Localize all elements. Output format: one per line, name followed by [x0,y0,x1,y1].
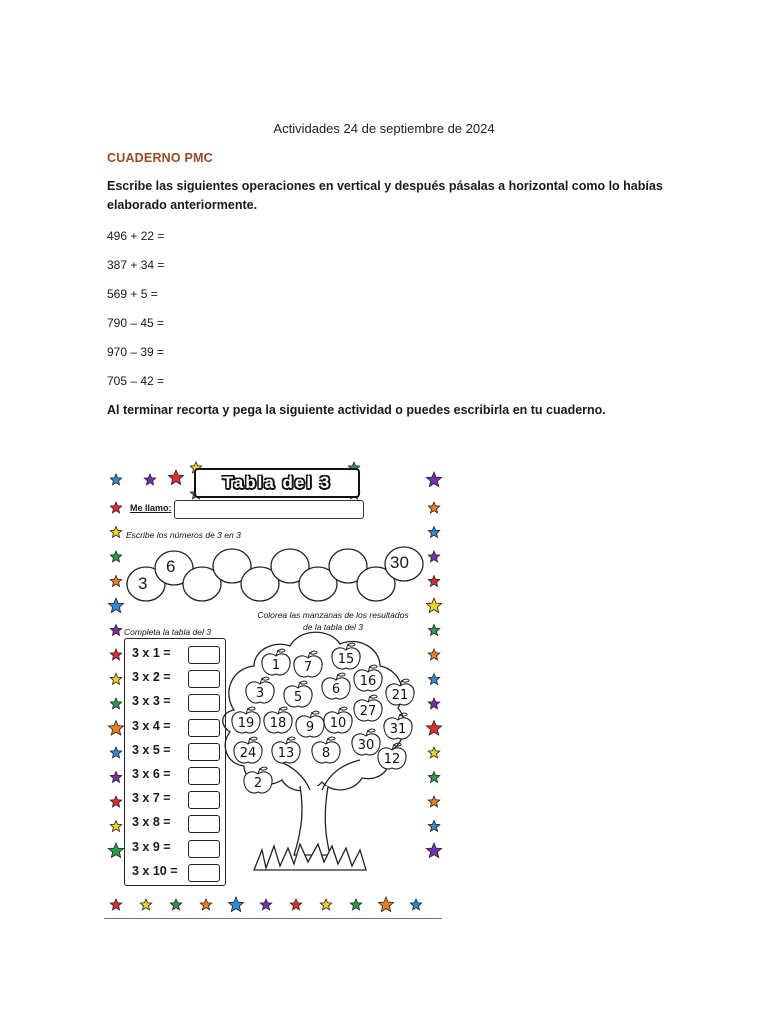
color-instruction-line-1: Colorea las manzanas de los resultados [257,610,409,620]
star-icon [110,796,121,807]
table-row-label: 3 x 6 = [132,767,171,781]
star-icon [428,674,439,685]
color-instruction-line-2: de la tabla del 3 [302,622,364,632]
table-row-label: 3 x 7 = [132,791,171,806]
operation-3: 569 + 5 = [107,287,158,301]
star-icon [110,625,121,636]
star-icon [426,721,441,736]
star-icon [426,843,441,858]
apple-number: 16 [359,674,377,689]
star-icon [110,747,121,758]
name-field[interactable] [174,500,364,519]
apple-number: 5 [293,690,303,705]
apple-number: 15 [337,652,355,667]
star-icon [428,551,439,562]
star-icon [110,772,121,783]
star-icon [228,897,243,912]
star-icon [110,527,121,538]
star-icon [108,598,123,613]
star-icon [110,899,121,910]
count-instruction: Escribe los números de 3 en 3 [126,530,241,540]
operation-2: 387 + 34 = [107,258,165,272]
table-row-label: 3 x 2 = [132,670,171,685]
operation-6: 705 – 42 = [107,374,165,388]
star-icon [110,649,121,660]
star-icon [108,843,123,858]
star-icon [320,899,331,910]
apple-number: 8 [321,746,331,761]
table-row-label: 3 x 1 = [132,646,171,660]
star-icon [428,527,439,538]
star-icon [378,897,393,912]
apple-number: 18 [269,716,287,731]
star-icon [428,625,439,636]
star-icon [260,899,271,910]
count-bubble-30: 30 [390,553,409,572]
table-instruction: Completa la tabla del 3 [124,627,211,637]
star-icon [428,796,439,807]
star-icon [110,502,121,513]
star-icon [200,899,211,910]
table-row-label: 3 x 4 = [132,718,171,733]
table-answer-box[interactable] [188,646,220,664]
count-bubble-3: 3 [138,574,148,593]
star-icon [168,470,183,485]
apple-number: 19 [237,716,255,731]
table-row-label: 3 x 9 = [132,839,171,854]
table-row-label: 3 x 8 = [132,815,171,830]
name-label: Me llamo: [130,503,172,513]
star-icon [428,747,439,758]
apple-number: 7 [303,660,313,675]
operation-5: 970 – 39 = [107,345,165,359]
count-bubble-6: 6 [166,557,176,576]
worksheet-title: Tabla del 3 [222,473,332,492]
star-icon [350,899,361,910]
star-icon [170,899,181,910]
apple-number: 13 [277,746,295,761]
apple-number: 6 [331,682,341,697]
table-answer-box[interactable] [188,791,220,809]
star-icon [428,502,439,513]
star-icon [110,698,121,709]
table-row-label: 3 x 10 = [132,863,178,878]
star-icon [110,674,121,685]
apple-number: 31 [389,722,407,737]
table-answer-box[interactable] [188,815,220,833]
table-answer-box[interactable] [188,767,220,785]
apple-number: 30 [357,738,375,753]
table-answer-box[interactable] [188,694,220,712]
star-icon [426,472,441,487]
operation-4: 790 – 45 = [107,316,165,330]
star-icon [428,772,439,783]
apple-number: 9 [305,720,315,735]
star-icon [110,821,121,832]
table-answer-box[interactable] [188,670,220,688]
apple-number: 10 [329,716,347,731]
table-row-label: 3 x 3 = [132,694,171,709]
table-answer-box[interactable] [188,743,220,761]
star-icon [140,899,151,910]
star-icon [426,598,441,613]
table-answer-box[interactable] [188,840,220,858]
instruction-vertical: Escribe las siguientes operaciones en vertical y después pásalas a horizontal como lo habías elaborado anteriormente. [107,179,663,212]
instruction-cut-paste: Al terminar recorta y pega la siguiente actividad o puedes escribirla en tu cuaderno. [107,403,606,417]
star-icon [110,551,121,562]
apple-number: 24 [239,746,257,761]
apple-number: 27 [359,704,377,719]
star-icon [428,698,439,709]
worksheet-image [104,460,444,920]
star-icon [110,474,121,485]
apple-number: 21 [391,688,409,703]
star-icon [410,899,421,910]
worksheet-bottom-rule [104,918,442,919]
apple-number: 2 [253,776,263,791]
worksheet-title-box [194,468,360,498]
star-icon [110,576,121,587]
star-icon [428,576,439,587]
star-icon [428,821,439,832]
table-answer-box[interactable] [188,719,220,737]
star-icon [290,899,301,910]
table-answer-box[interactable] [188,864,220,882]
page-title: Actividades 24 de septiembre de 2024 [273,121,495,136]
apple-number: 3 [255,686,265,701]
apple-number: 1 [271,658,281,673]
star-icon [108,721,123,736]
apple-number: 12 [383,752,401,767]
operation-1: 496 + 22 = [107,229,165,243]
star-icon [144,474,155,485]
star-icon [428,649,439,660]
table-row-label: 3 x 5 = [132,742,171,757]
section-title: CUADERNO PMC [107,151,213,165]
